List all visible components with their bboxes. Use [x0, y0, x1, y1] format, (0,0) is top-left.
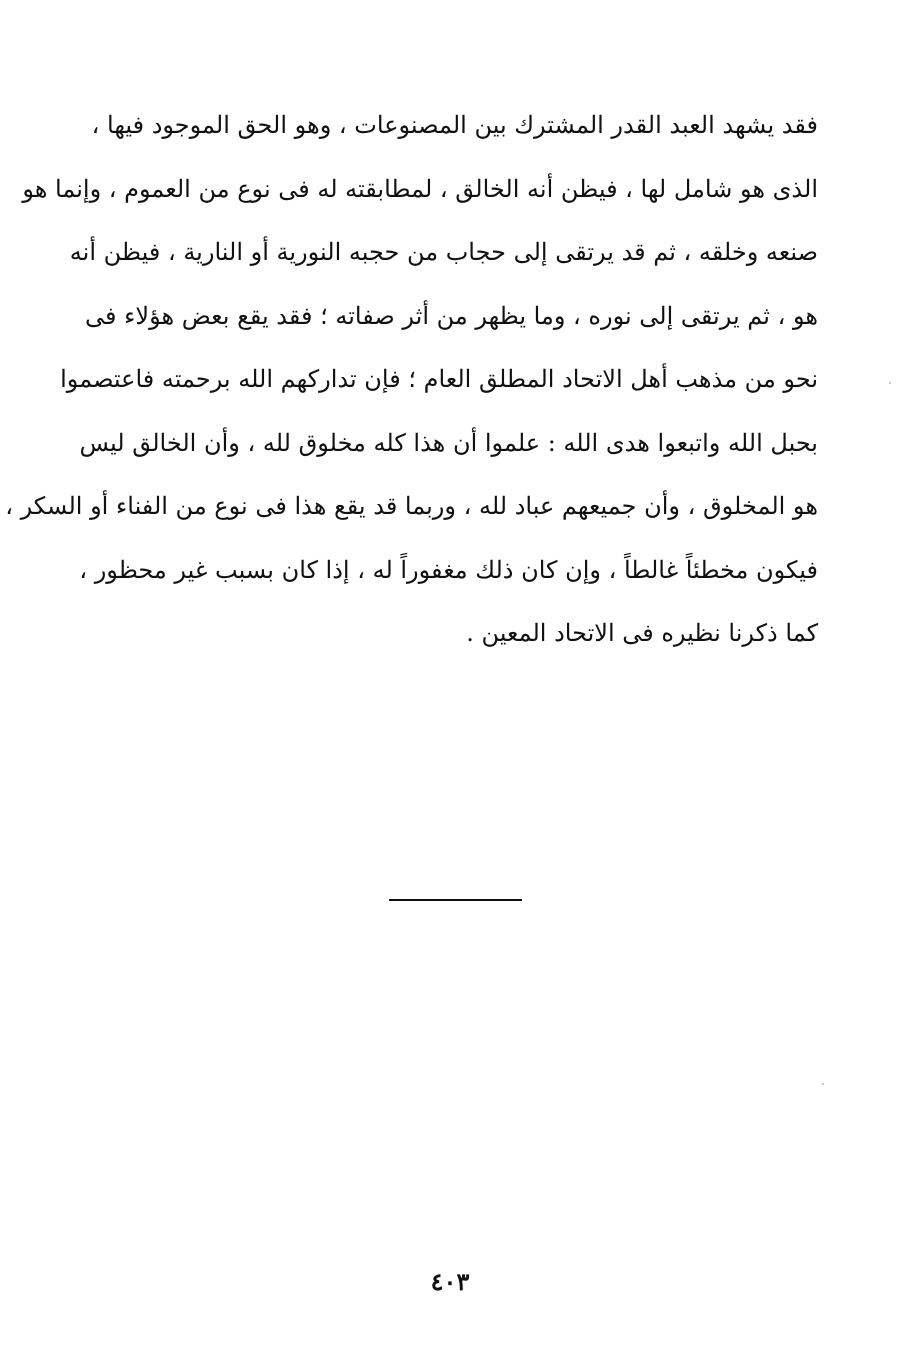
paragraph-line: فقد يشهد العبد القدر المشترك بين المصنوعات ، وهو الحق الموجود فيها ، — [91, 111, 818, 139]
paragraph-line: فيكون مخطئاً غالطاً ، وإن كان ذلك مغفوراً له ، إذا كان بسبب غير محظور ، — [79, 555, 818, 584]
paragraph-line: صنعه وخلقه ، ثم قد يرتقى إلى حجاب من حجبه النورية أو النارية ، فيظن أنه — [69, 238, 818, 266]
scan-speck — [889, 382, 891, 384]
paragraph-line: هو المخلوق ، وأن جميعهم عباد لله ، وربما قد يقع هذا فى نوع من الفناء أو السكر ، — [5, 492, 818, 520]
page-number: ٤٠٣ — [430, 1267, 470, 1296]
scan-speck — [822, 1083, 824, 1085]
section-divider — [389, 899, 522, 901]
paragraph-line: نحو من مذهب أهل الاتحاد المطلق العام ؛ فإن تداركهم الله برحمته فاعتصموا — [60, 365, 818, 393]
paragraph-line: هو ، ثم يرتقى إلى نوره ، وما يظهر من أثر صفاته ؛ فقد يقع بعض هؤلاء فى — [85, 301, 818, 330]
paragraph-line: كما ذكرنا نظيره فى الاتحاد المعين . — [466, 619, 818, 647]
body-paragraph — [5, 94, 818, 666]
paragraph-line: بحبل الله واتبعوا هدى الله : علموا أن هذا كله مخلوق لله ، وأن الخالق ليس — [79, 428, 818, 457]
paragraph-line: الذى هو شامل لها ، فيظن أنه الخالق ، لمطابقته له فى نوع من العموم ، وإنما هو — [22, 174, 818, 203]
